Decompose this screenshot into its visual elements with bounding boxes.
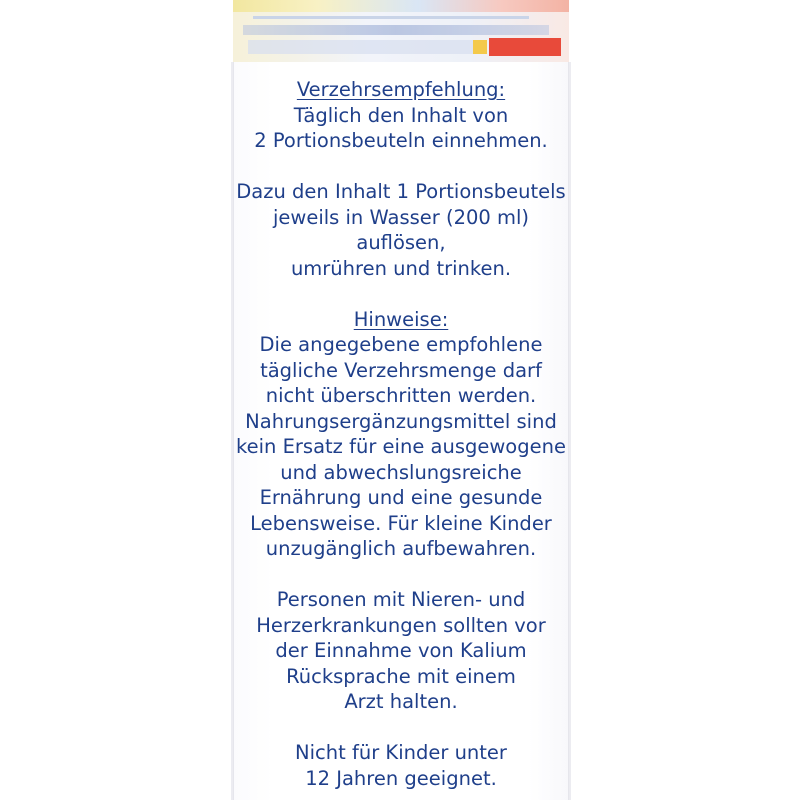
package-right-edge [569,62,571,800]
intake-heading: Verzehrsempfehlung: [296,78,506,101]
notes-heading: Hinweise: [353,307,449,331]
package-top-yellow-mark [473,40,487,54]
package-top-logo-strip [243,25,549,35]
spacer [233,562,569,588]
package-top-color-band [233,0,569,12]
spacer [233,715,569,741]
spacer [233,281,569,307]
package-text-block [233,77,569,791]
spacer [233,154,569,180]
kidney-warning-text: Personen mit Nieren- und Herzerkrankungen sollten vor der Einnahme von Kalium Rücksprache mit einem Arzt halten. [256,588,546,713]
package-top-light-strip [248,40,479,54]
package-top-edge [233,0,569,70]
package-top-red-mark [489,38,561,56]
age-warning-text: Nicht für Kinder unter 12 Jahren geeignet. [295,741,507,790]
preparation-text: Dazu den Inhalt 1 Portionsbeutels jeweils in Wasser (200 ml) auflösen, umrühren und trinken. [236,180,566,280]
intake-text: Täglich den Inhalt von 2 Portionsbeuteln einnehmen. [254,103,548,152]
package-top-line [253,16,529,19]
notes-text: Die angegebene empfohlene tägliche Verzehrsmenge darf nicht überschritten werden. Nahrungsergänzungsmittel sind kein Ersatz für eine ausgewogene und abwechslungsreiche Ernährung und eine gesunde Lebensweise. Für kleine Kinder unzugänglich aufbewahren. [236,333,566,560]
